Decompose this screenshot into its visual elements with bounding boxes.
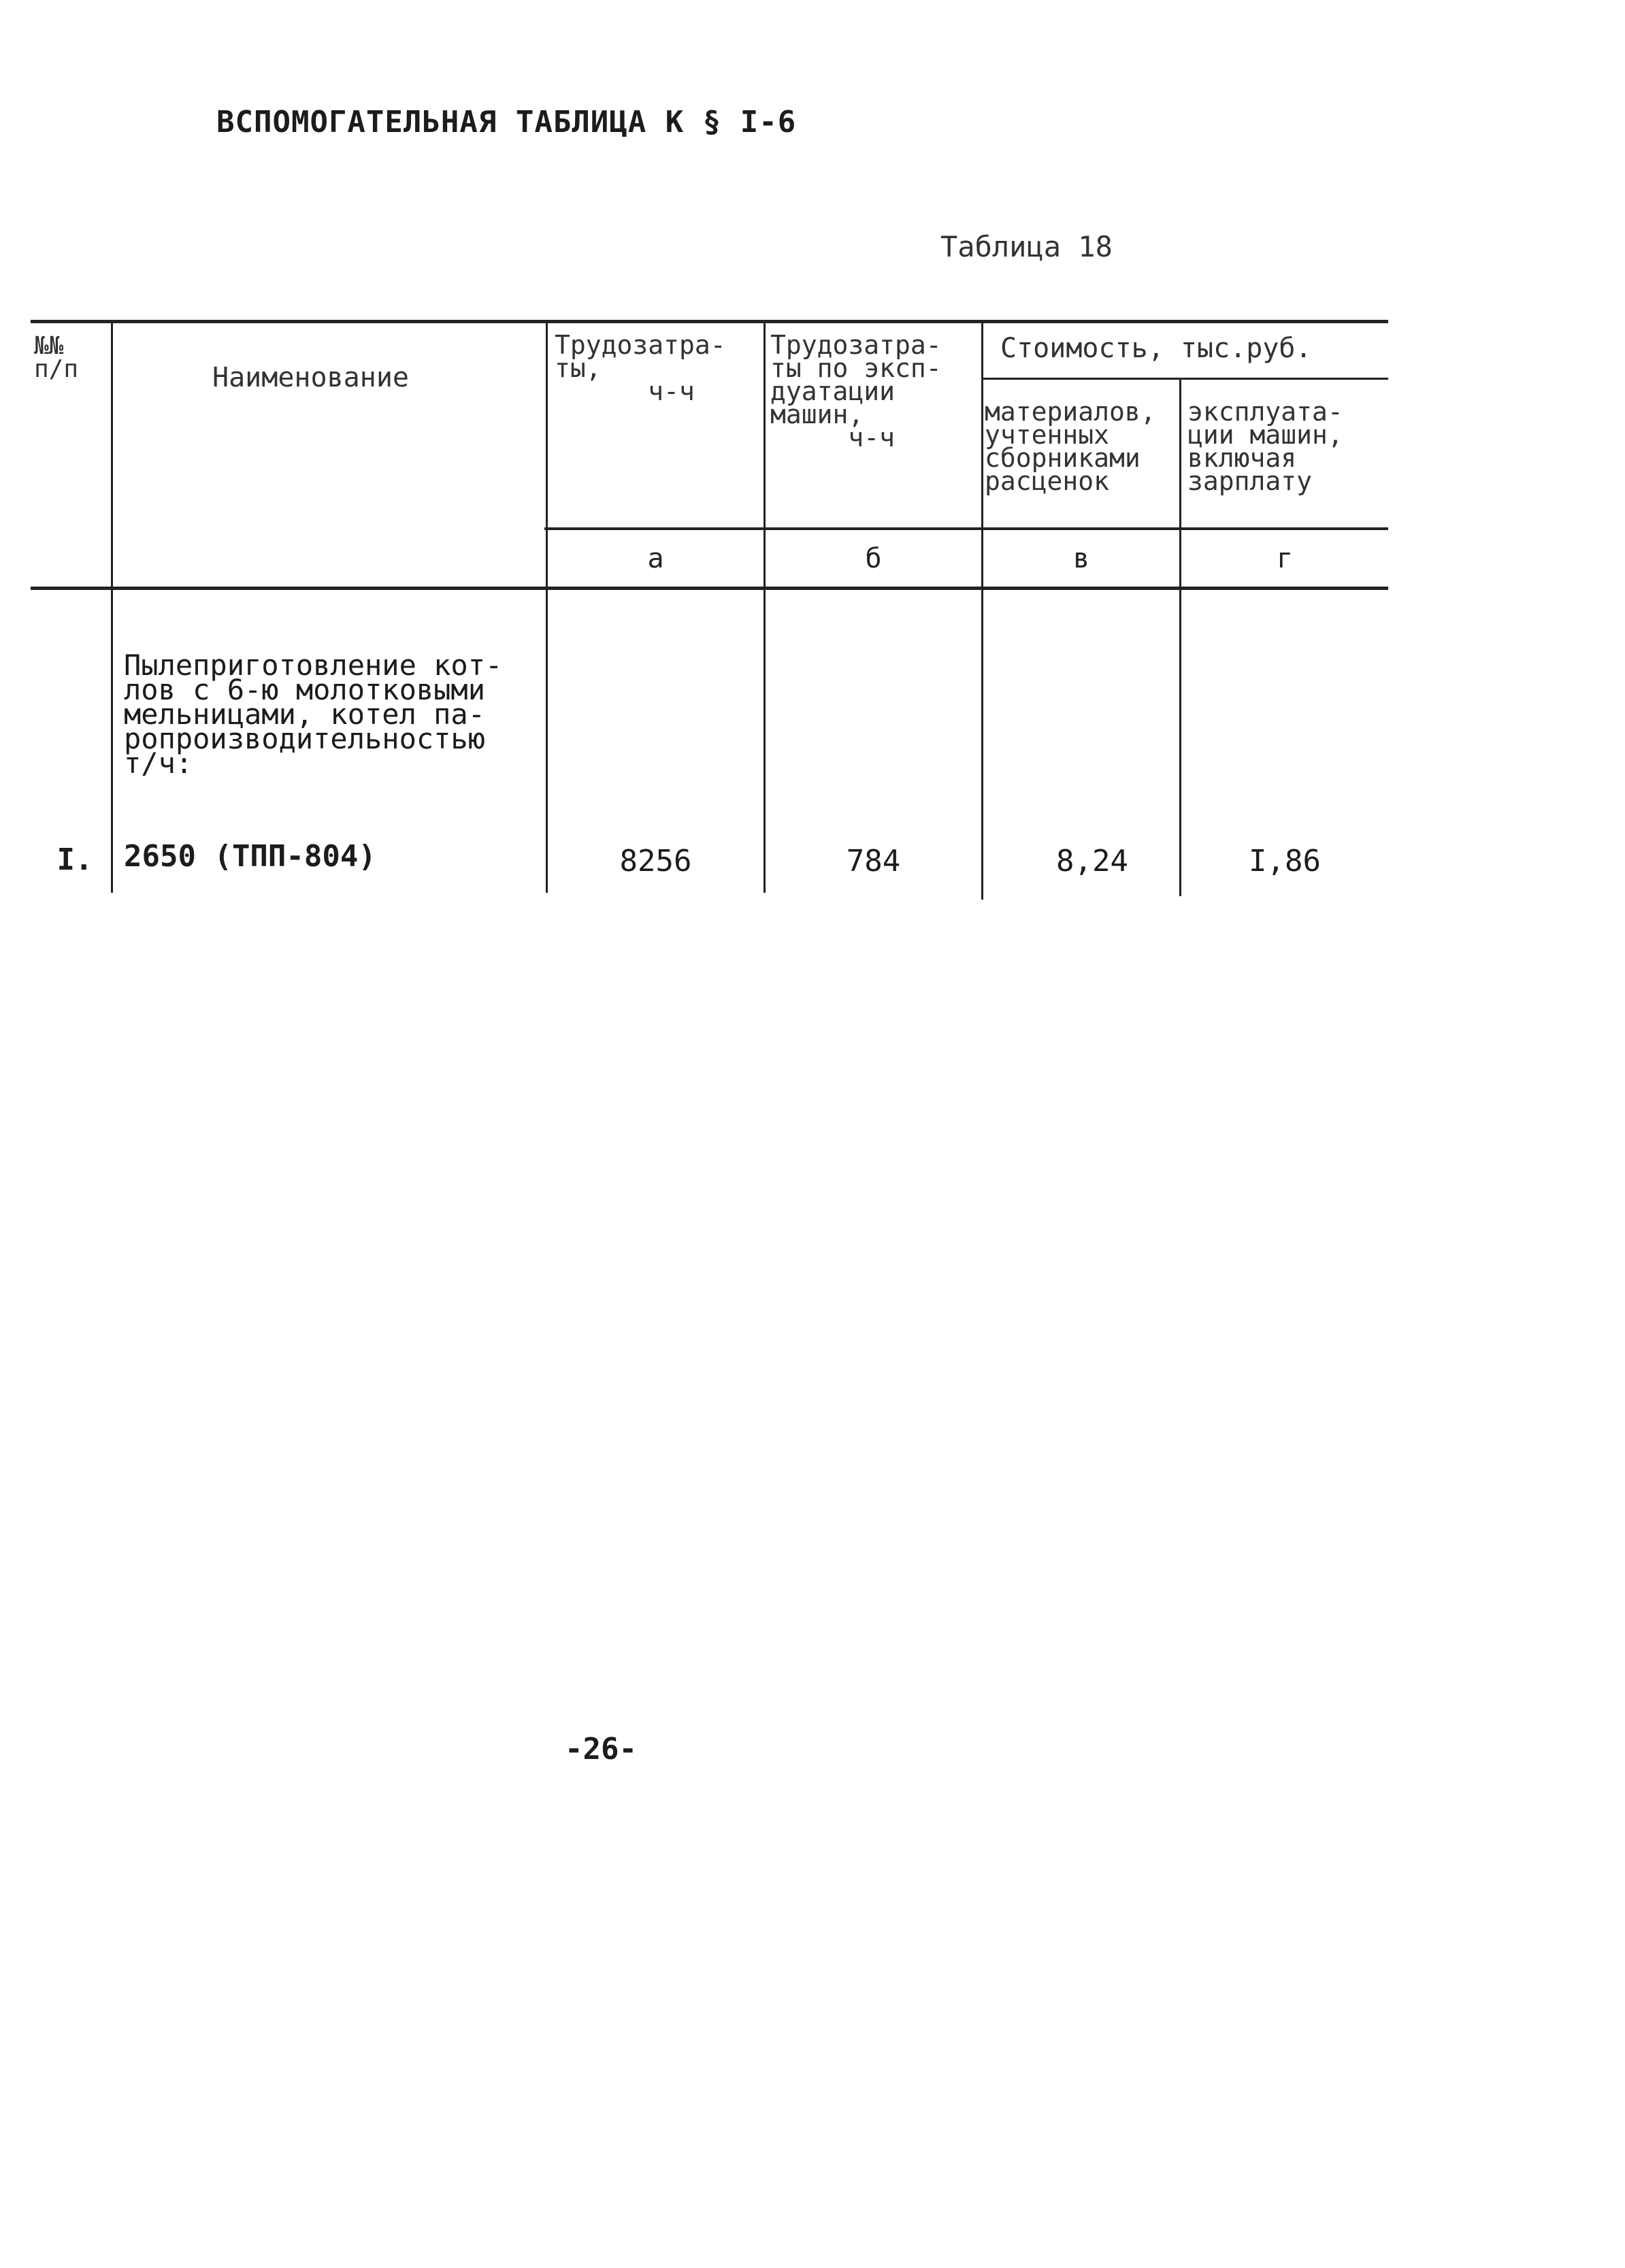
- row-num: I.: [56, 842, 93, 877]
- header-col-g: эксплуата- ции машин, включая зарплату: [1187, 397, 1343, 496]
- letter-row-top-line: [544, 527, 1388, 530]
- col-divider-num: [111, 320, 113, 893]
- letter-v: в: [1072, 543, 1090, 574]
- letter-b: б: [865, 543, 882, 574]
- letter-a: а: [647, 543, 664, 574]
- header-num: №№ п/п: [34, 332, 79, 383]
- letter-g: г: [1276, 543, 1294, 574]
- header-col-a: Трудозатра- ты, ч-ч: [555, 330, 726, 406]
- header-name: Наименование: [212, 362, 409, 393]
- header-col-b: Трудозатра- ты по экcп- дуатации машин, ч-ч: [770, 330, 942, 453]
- col-divider-v: [1179, 378, 1181, 896]
- col-divider-name: [546, 320, 548, 893]
- table-top-border: [31, 320, 1388, 323]
- row-value-a: 8256: [619, 844, 692, 878]
- table-caption: Таблица 18: [940, 230, 1113, 263]
- col-divider-b: [981, 320, 983, 900]
- cost-subheader-line: [983, 378, 1388, 380]
- col-divider-a: [764, 320, 766, 893]
- row-value-v: 8,24: [1056, 844, 1128, 878]
- row-value-g: I,86: [1249, 844, 1321, 878]
- row-value-b: 784: [846, 844, 901, 878]
- row-name: 2650 (ТПП-804): [124, 839, 376, 874]
- group-label: Пылеприготовление кот- лов с 6-ю молотковыми мельницами, котел па- ропроизводительностью т/ч:: [124, 648, 503, 780]
- page-number: -26-: [565, 1732, 637, 1766]
- header-cost-group: Стоимость, тыс.руб.: [1000, 333, 1312, 364]
- header-bottom-border: [31, 587, 1388, 590]
- header-col-v: материалов, учтенных сборниками расценок: [985, 397, 1156, 496]
- document-heading: ВСПОМОГАТЕЛЬНАЯ ТАБЛИЦА К § I-6: [216, 105, 797, 139]
